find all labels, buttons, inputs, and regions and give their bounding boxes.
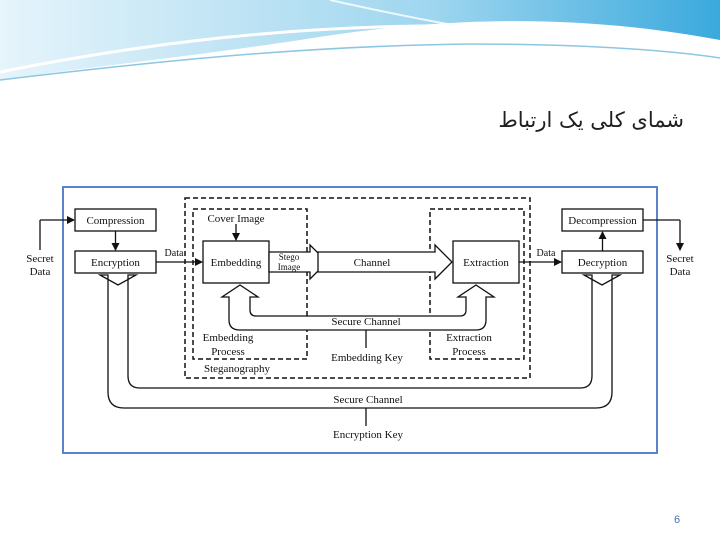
- channel-label: Channel: [353, 257, 391, 269]
- steganography-label: Steganography: [204, 363, 270, 375]
- secret-data-left-label: Secret: [26, 253, 54, 265]
- embedding-process-label-2: Process: [211, 346, 245, 358]
- secret-data-left-label-2: Data: [29, 266, 51, 278]
- extraction-process-label-2: Process: [452, 346, 486, 358]
- decryption-label: Decryption: [577, 257, 628, 269]
- embedding-key-label: Embedding Key: [331, 352, 403, 364]
- secret-data-right-label: Secret: [666, 253, 694, 265]
- embedding-label: Embedding: [210, 257, 262, 269]
- stego-image-label: Stego: [278, 252, 300, 262]
- slide-title: شمای کلی یک ارتباط: [498, 108, 684, 132]
- data-left-label: Data: [164, 248, 184, 259]
- embedding-process-label: Embedding: [202, 332, 254, 344]
- decompression-label: Decompression: [568, 215, 637, 227]
- cover-image-label: Cover Image: [207, 213, 265, 225]
- outer-secure-channel-label: Secure Channel: [333, 394, 403, 406]
- data-right-label: Data: [536, 248, 556, 259]
- extraction-process-label: Extraction: [446, 332, 492, 344]
- encryption-label: Encryption: [91, 257, 140, 269]
- inner-secure-channel-label: Secure Channel: [331, 316, 401, 328]
- outer-secure-channel-arrow: [100, 275, 620, 408]
- encryption-key-label: Encryption Key: [333, 429, 403, 441]
- compression-label: Compression: [86, 215, 145, 227]
- secret-data-right-label-2: Data: [669, 266, 691, 278]
- page-number: 6: [674, 514, 681, 526]
- extraction-label: Extraction: [463, 257, 509, 269]
- stego-image-label-2: Image: [277, 262, 301, 272]
